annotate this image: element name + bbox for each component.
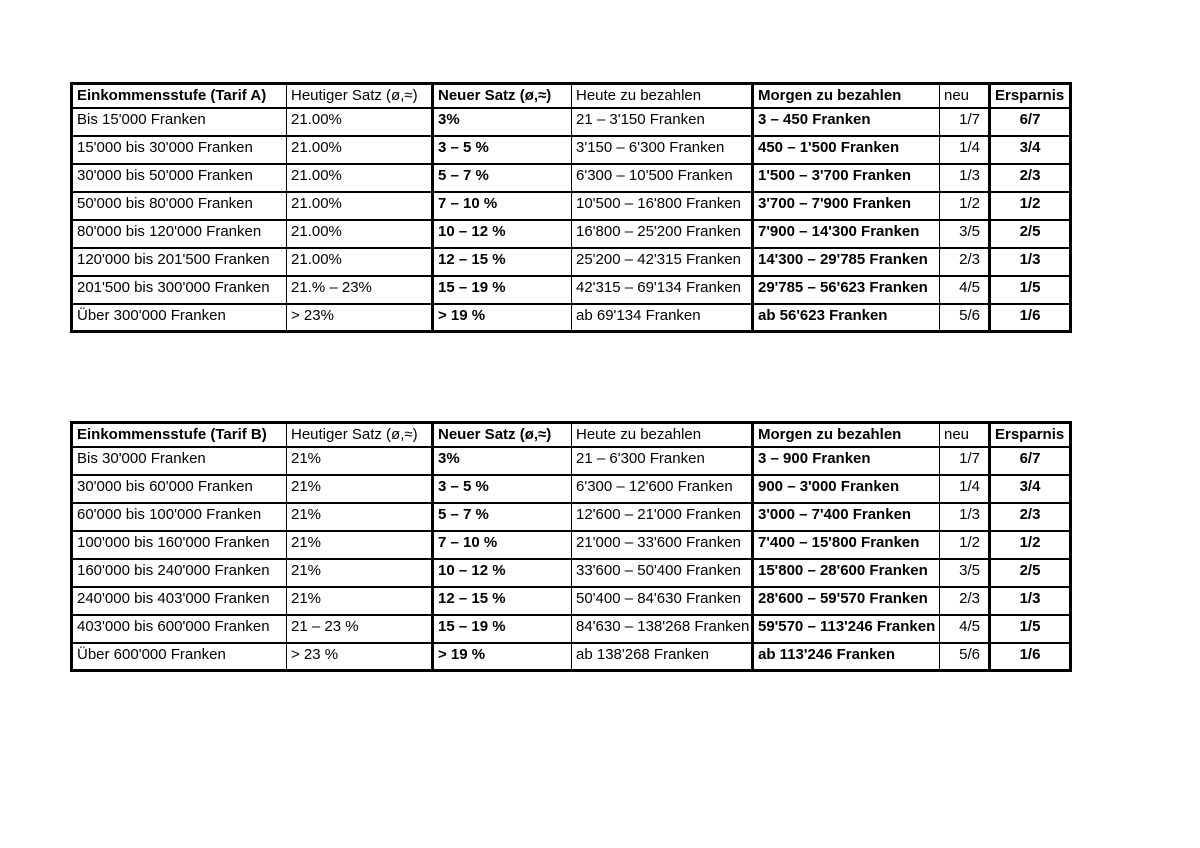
table-cell: 1/5	[990, 615, 1071, 643]
table-cell: Bis 15'000 Franken	[72, 108, 287, 136]
table-cell: 120'000 bis 201'500 Franken	[72, 248, 287, 276]
table-cell: ab 56'623 Franken	[753, 304, 940, 332]
table-cell: 3 – 450 Franken	[753, 108, 940, 136]
table-cell: 6/7	[990, 447, 1071, 475]
table-cell: 21 – 3'150 Franken	[572, 108, 753, 136]
tarif-a-table	[70, 82, 1072, 333]
column-header: Heute zu bezahlen	[572, 423, 753, 447]
table-cell: 14'300 – 29'785 Franken	[753, 248, 940, 276]
table-cell: 5 – 7 %	[433, 164, 572, 192]
column-header: Einkommensstufe (Tarif A)	[77, 87, 267, 104]
table-cell: 12'600 – 21'000 Franken	[572, 503, 753, 531]
table-cell: 21.00%	[287, 108, 433, 136]
column-header: neu	[940, 423, 990, 447]
table-cell: ab 113'246 Franken	[753, 643, 940, 671]
table-cell: 2/3	[940, 587, 990, 615]
table-cell: 25'200 – 42'315 Franken	[572, 248, 753, 276]
table-cell: 21%	[287, 447, 433, 475]
table-cell: 21.00%	[287, 220, 433, 248]
table-cell: 1/3	[940, 164, 990, 192]
table-cell: 12 – 15 %	[433, 248, 572, 276]
table-cell: 21'000 – 33'600 Franken	[572, 531, 753, 559]
table-cell: 201'500 bis 300'000 Franken	[72, 276, 287, 304]
table-row	[72, 136, 1071, 164]
table-cell: 30'000 bis 50'000 Franken	[72, 164, 287, 192]
header-row	[72, 423, 1071, 447]
table-cell: 84'630 – 138'268 Franken	[572, 615, 753, 643]
table-cell: 50'400 – 84'630 Franken	[572, 587, 753, 615]
table-cell: 60'000 bis 100'000 Franken	[72, 503, 287, 531]
table-cell: 160'000 bis 240'000 Franken	[72, 559, 287, 587]
table-cell: 2/5	[990, 220, 1071, 248]
table-cell: 240'000 bis 403'000 Franken	[72, 587, 287, 615]
table-row	[72, 276, 1071, 304]
table-cell: 16'800 – 25'200 Franken	[572, 220, 753, 248]
column-header: Morgen zu bezahlen	[753, 423, 940, 447]
table-cell: 3'150 – 6'300 Franken	[572, 136, 753, 164]
table-cell: 21%	[287, 475, 433, 503]
table-cell: 3/4	[990, 136, 1071, 164]
table-cell: 15 – 19 %	[433, 615, 572, 643]
table-row	[72, 304, 1071, 332]
table-cell: 3 – 900 Franken	[753, 447, 940, 475]
table-cell: Über 300'000 Franken	[72, 304, 287, 332]
table-cell: 21.00%	[287, 192, 433, 220]
table-cell: 28'600 – 59'570 Franken	[753, 587, 940, 615]
table-cell: 403'000 bis 600'000 Franken	[72, 615, 287, 643]
table-cell: 42'315 – 69'134 Franken	[572, 276, 753, 304]
table-cell: 21.00%	[287, 136, 433, 164]
table-row	[72, 164, 1071, 192]
table-cell: 1/6	[990, 643, 1071, 671]
table-cell: 12 – 15 %	[433, 587, 572, 615]
table-cell: ab 69'134 Franken	[572, 304, 753, 332]
table-cell: 21%	[287, 559, 433, 587]
table-row	[72, 192, 1071, 220]
table-row	[72, 559, 1071, 587]
table-cell: 21 – 23 %	[287, 615, 433, 643]
column-header: Einkommensstufe (Tarif B)	[77, 426, 267, 443]
table-cell: 21%	[287, 503, 433, 531]
table-cell: 80'000 bis 120'000 Franken	[72, 220, 287, 248]
table-cell: 100'000 bis 160'000 Franken	[72, 531, 287, 559]
table-row	[72, 108, 1071, 136]
column-header: neu	[940, 84, 990, 108]
table-cell: 30'000 bis 60'000 Franken	[72, 475, 287, 503]
table-cell: 1/2	[990, 531, 1071, 559]
table-cell: > 19 %	[433, 643, 572, 671]
column-header: Heutiger Satz (ø,≈)	[287, 423, 433, 447]
table-cell: 4/5	[940, 615, 990, 643]
column-header: Morgen zu bezahlen	[753, 84, 940, 108]
table-row	[72, 643, 1071, 671]
column-header: Heutiger Satz (ø,≈)	[287, 84, 433, 108]
table-cell: 33'600 – 50'400 Franken	[572, 559, 753, 587]
table-cell: 10 – 12 %	[433, 220, 572, 248]
table-row	[72, 503, 1071, 531]
table-cell: > 19 %	[433, 304, 572, 332]
table-row	[72, 248, 1071, 276]
column-header: Ersparnis	[990, 84, 1071, 108]
table-cell: 3%	[433, 108, 572, 136]
table-cell: 15'800 – 28'600 Franken	[753, 559, 940, 587]
table-cell: 1/4	[940, 136, 990, 164]
table-cell: ab 138'268 Franken	[572, 643, 753, 671]
tarif-b-table	[70, 421, 1072, 672]
table-cell: 7'900 – 14'300 Franken	[753, 220, 940, 248]
table-cell: 10 – 12 %	[433, 559, 572, 587]
table-cell: 1/3	[990, 587, 1071, 615]
table-cell: 6'300 – 12'600 Franken	[572, 475, 753, 503]
table-row	[72, 447, 1071, 475]
table-cell: 3'000 – 7'400 Franken	[753, 503, 940, 531]
table-row	[72, 475, 1071, 503]
table-cell: 21%	[287, 587, 433, 615]
table-cell: 7 – 10 %	[433, 531, 572, 559]
table-row	[72, 220, 1071, 248]
table-cell: 1/2	[940, 531, 990, 559]
table-cell: 3/4	[990, 475, 1071, 503]
table-cell: 2/5	[990, 559, 1071, 587]
table-cell: 2/3	[990, 164, 1071, 192]
table-cell: > 23%	[287, 304, 433, 332]
table-cell: 3%	[433, 447, 572, 475]
table-cell: Über 600'000 Franken	[72, 643, 287, 671]
table-cell: 29'785 – 56'623 Franken	[753, 276, 940, 304]
table-cell: 3/5	[940, 220, 990, 248]
table-cell: 6'300 – 10'500 Franken	[572, 164, 753, 192]
table-cell: 1'500 – 3'700 Franken	[753, 164, 940, 192]
table-row	[72, 615, 1071, 643]
table-cell: 1/3	[940, 503, 990, 531]
table-cell: 21%	[287, 531, 433, 559]
table-cell: 1/3	[990, 248, 1071, 276]
table-cell: 2/3	[990, 503, 1071, 531]
column-header: Ersparnis	[990, 423, 1071, 447]
table-cell: 1/7	[940, 108, 990, 136]
table-cell: 10'500 – 16'800 Franken	[572, 192, 753, 220]
table-cell: Bis 30'000 Franken	[72, 447, 287, 475]
table-row	[72, 587, 1071, 615]
table-cell: 5/6	[940, 304, 990, 332]
table-cell: 1/7	[940, 447, 990, 475]
column-header: Heute zu bezahlen	[572, 84, 753, 108]
table-cell: 50'000 bis 80'000 Franken	[72, 192, 287, 220]
table-cell: 1/2	[990, 192, 1071, 220]
table-cell: 21.00%	[287, 248, 433, 276]
table-cell: 900 – 3'000 Franken	[753, 475, 940, 503]
table-row	[72, 531, 1071, 559]
column-header: Neuer Satz (ø,≈)	[433, 84, 572, 108]
table-cell: 5 – 7 %	[433, 503, 572, 531]
table-cell: 15'000 bis 30'000 Franken	[72, 136, 287, 164]
table-cell: 3'700 – 7'900 Franken	[753, 192, 940, 220]
table-cell: 59'570 – 113'246 Franken	[753, 615, 940, 643]
table-cell: 1/2	[940, 192, 990, 220]
table-cell: 3/5	[940, 559, 990, 587]
table-cell: 7'400 – 15'800 Franken	[753, 531, 940, 559]
table-cell: 15 – 19 %	[433, 276, 572, 304]
table-cell: 21.00%	[287, 164, 433, 192]
table-cell: 21 – 6'300 Franken	[572, 447, 753, 475]
table-cell: 21.% – 23%	[287, 276, 433, 304]
table-cell: 6/7	[990, 108, 1071, 136]
table-cell: 1/6	[990, 304, 1071, 332]
table-cell: 2/3	[940, 248, 990, 276]
table-cell: > 23 %	[287, 643, 433, 671]
table-cell: 5/6	[940, 643, 990, 671]
header-row	[72, 84, 1071, 108]
table-cell: 1/4	[940, 475, 990, 503]
table-cell: 7 – 10 %	[433, 192, 572, 220]
table-cell: 4/5	[940, 276, 990, 304]
table-cell: 1/5	[990, 276, 1071, 304]
table-cell: 3 – 5 %	[433, 475, 572, 503]
table-cell: 3 – 5 %	[433, 136, 572, 164]
column-header: Neuer Satz (ø,≈)	[433, 423, 572, 447]
table-cell: 450 – 1'500 Franken	[753, 136, 940, 164]
